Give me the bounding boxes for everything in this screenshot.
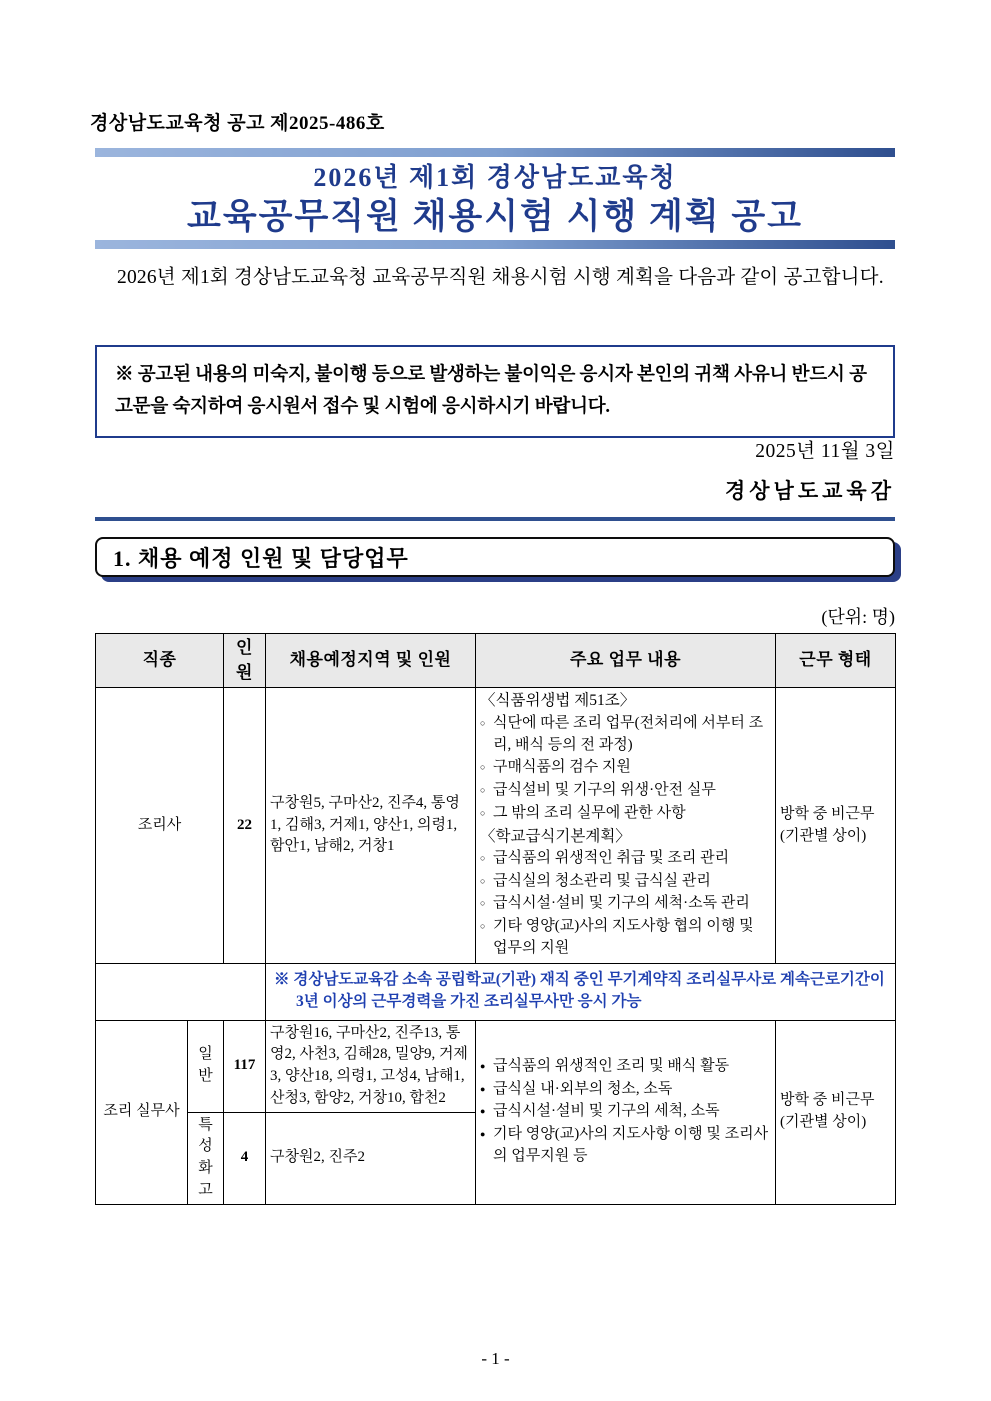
sign-date: 2025년 11월 3일 — [755, 441, 895, 462]
cell-count-general: 117 — [224, 1020, 266, 1112]
duty-item: ○ 기타 영양(교)사의 지도사항 협의 이행 및 업무의 지원 — [480, 916, 771, 960]
title-band-top-bar — [95, 148, 895, 157]
note-text: ※ 경상남도교육감 소속 공립학교(기관) 재직 중인 무기계약직 조리실무사로 계속근로기간이 3년 이상의 근무경력을 가진 조리실무사만 응시 가능 — [274, 970, 885, 1011]
th-region: 채용예정지역 및 인원 — [266, 634, 476, 688]
duty-head-2: 〈학교급식기본계획〉 — [480, 827, 631, 845]
duty-item: ○ 그 밖의 조리 실무에 관한 사항 — [480, 803, 771, 825]
th-work-type: 근무 형태 — [776, 634, 896, 688]
table-row — [96, 688, 896, 963]
cell-work-type-assistant: 방학 중 비근무 (기관별 상이) — [776, 1020, 896, 1204]
duty-item: ○ 급식실의 청소관리 및 급식실 관리 — [480, 871, 771, 893]
cell-region-specialized: 구창원2, 진주2 — [266, 1112, 476, 1204]
horizontal-rule — [95, 517, 895, 521]
cell-work-type-cook: 방학 중 비근무 (기관별 상이) — [776, 688, 896, 963]
notice-box — [95, 345, 895, 438]
duty-item: ○ 식단에 따른 조리 업무(전처리에 서부터 조리, 배식 등의 전 과정) — [480, 713, 771, 757]
cell-note — [266, 963, 896, 1020]
section-heading-1 — [95, 537, 895, 577]
duty-list-1 — [480, 713, 771, 825]
title-band — [95, 148, 895, 249]
intro-text: 2026년 제1회 경상남도교육청 교육공무직원 채용시험 시행 계획을 다음과 같이 공고합니다. — [117, 267, 884, 288]
duty-head-1: 〈식품위생법 제51조〉 — [480, 692, 636, 710]
table-note-row — [96, 963, 896, 1020]
cell-count-specialized: 4 — [224, 1112, 266, 1204]
cell-region-cook: 구창원5, 구마산2, 진주4, 통영1, 김해3, 거제1, 양산1, 의령1, 함안1, 남해2, 거창1 — [266, 688, 476, 963]
cell-region-general: 구창원16, 구마산2, 진주13, 통영2, 사천3, 김해28, 밀양9, 거제3, 양산18, 의령1, 고성4, 남해1, 산청3, 함양2, 거창10, 합천2 — [266, 1020, 476, 1112]
section-heading-1-label: 1. 채용 예정 인원 및 담당업무 — [113, 545, 409, 571]
duty-item: ● 급식품의 위생적인 조리 및 배식 활동 — [480, 1056, 771, 1078]
notice-text: ※ 공고된 내용의 미숙지, 불이행 등으로 발생하는 불이익은 응시자 본인의 귀책 사유니 반드시 공고문을 숙지하여 응시원서 접수 및 시험에 응시하시기 바랍니다. — [115, 365, 867, 418]
unit-label: (단위: 명) — [821, 607, 895, 627]
th-duty: 주요 업무 내용 — [476, 634, 776, 688]
page-number: - 1 - — [481, 1349, 510, 1368]
cell-subtype-general: 일반 — [188, 1020, 224, 1112]
duty-item: ● 기타 영양(교)사의 지도사항 이행 및 조리사의 업무지원 등 — [480, 1124, 771, 1168]
intro-paragraph — [95, 262, 895, 294]
cell-duty-cook — [476, 688, 776, 963]
duty-list-2 — [480, 848, 771, 960]
cell-count-cook: 22 — [224, 688, 266, 963]
title-text-block — [95, 157, 895, 240]
cell-job-assistant: 조리 실무사 — [96, 1020, 188, 1204]
duty-item: ○ 급식설비 및 기구의 위생·안전 실무 — [480, 780, 771, 802]
title-line-1: 2026년 제1회 경상남도교육청 — [313, 163, 677, 192]
duty-item: ○ 급식시설·설비 및 기구의 세척·소독 관리 — [480, 893, 771, 915]
cell-subtype-specialized: 특성 화고 — [188, 1112, 224, 1204]
table-header-row — [96, 634, 896, 688]
duty-item: ● 급식실 내·외부의 청소, 소독 — [480, 1079, 771, 1101]
sign-name: 경상남도교육감 — [724, 479, 895, 503]
duty-item: ○ 구매식품의 검수 지원 — [480, 757, 771, 779]
title-band-bottom-bar — [95, 240, 895, 249]
document-number: 경상남도교육청 공고 제2025-486호 — [90, 113, 385, 134]
th-job: 직종 — [96, 634, 224, 688]
duty-list-assistant — [480, 1056, 771, 1168]
cell-job-cook: 조리사 — [96, 688, 224, 963]
section-heading-wrapper — [95, 537, 895, 583]
recruitment-table — [95, 633, 896, 1205]
duty-item: ● 급식시설·설비 및 기구의 세척, 소독 — [480, 1101, 771, 1123]
th-count: 인원 — [224, 634, 266, 688]
duty-item: ○ 급식품의 위생적인 취급 및 조리 관리 — [480, 848, 771, 870]
title-line-2: 교육공무직원 채용시험 시행 계획 공고 — [187, 196, 803, 236]
cell-duty-assistant — [476, 1020, 776, 1204]
table-row — [96, 1020, 896, 1112]
